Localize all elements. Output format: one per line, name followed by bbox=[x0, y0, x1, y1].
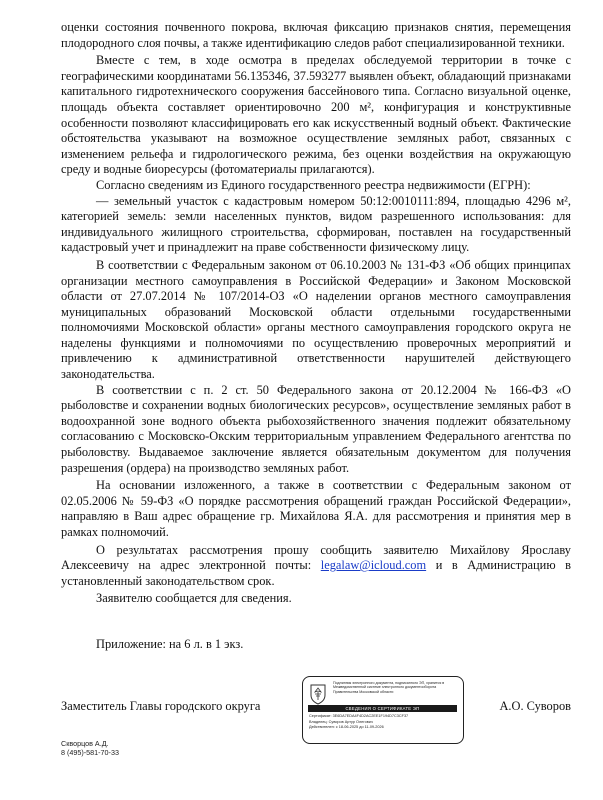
results-text-before: О результатах рассмотрения прошу сообщить заявителю Михайлову Ярославу Алексеевичу на адрес электронной почты: bbox=[61, 542, 571, 573]
executor-footer bbox=[61, 739, 119, 757]
stamp-certificate-number: Сертификат: 3E6DA7EDA4F4D2AC2EE1F194D7C3CF37 bbox=[309, 714, 409, 718]
paragraph-federal-law-166: В соответствии с п. 2 ст. 50 Федерального закона от 20.12.2004 № 166-ФЗ «О рыболовстве и сохранении водных биологических ресурсов», осуществление земляных работ в водоохранной зоне водного объекта рыбохозяйственного значения подлежит обязательному согласованию с Московско-Окским территориальным управлением Федерального агентства по рыболовству. Выдаваемое заключение является обязательным документом для получения разрешения (ордера) на производство земляных работ. bbox=[61, 382, 571, 475]
paragraph-soil-assessment: оценки состояния почвенного покрова, включая фиксацию признаков снятия, перемещения плодородного слоя почвы, а также идентификацию следов работ специализированной техники. bbox=[61, 20, 571, 50]
signatory-name: А.О. Суворов bbox=[499, 699, 571, 713]
signatory-title: Заместитель Главы городского округа bbox=[61, 699, 261, 713]
executor-phone: 8 (495)-581-70-33 bbox=[61, 748, 119, 757]
stamp-certificate-details bbox=[309, 714, 459, 731]
paragraph-federal-law-59: На основании изложенного, а также в соответствии с Федеральным законом от 02.05.2006 № 59-ФЗ «О порядке рассмотрения обращений граждан Российской Федерации», направляю в Ваш адрес обращение гр. Михайлова Я.А. для рассмотрения и принятия мер в рамках полномочий. bbox=[61, 478, 571, 539]
stamp-owner: Владелец: Суворов Артур Олегович bbox=[309, 719, 373, 724]
stamp-certificate-header: СВЕДЕНИЯ О СЕРТИФИКАТЕ ЭП bbox=[308, 705, 457, 712]
paragraph-federal-law-131: В соответствии с Федеральным законом от 06.10.2003 № 131-ФЗ «Об общих принципах организации местного самоуправления в Российской Федерации» и Законом Московской области от 27.07.2014 № 107/2014-ОЗ «О наделении органов местного самоуправления муниципальных образований Московской области отдельными государственными полномочиями Московской области» органы местного самоуправления городского округа не наделены функциями и полномочиями по осуществлению проверочных мероприятий и привлечению к административной ответственности нарушителей действующего законодательства. bbox=[61, 257, 571, 382]
paragraph-land-plot: — земельный участок с кадастровым номером 50:12:0010111:894, площадью 4296 м², категорией земель: земли населенных пунктов, видом разрешенного использования: для индивидуального жилищного строительства, сформирован, поставлен на государственный кадастровый учет и принадлежит на праве собственности физическому лицу. bbox=[61, 193, 571, 255]
results-text-after: и в Администрацию в установленный законодательством срок. bbox=[61, 558, 571, 588]
paragraph-applicant-notice: Заявителю сообщается для сведения. bbox=[96, 591, 292, 606]
stamp-validity: Действителен: с 18-06-2025 до 11-09-2026 bbox=[309, 725, 384, 730]
letter-body bbox=[61, 20, 571, 653]
attachment-line: Приложение: на 6 л. в 1 экз. bbox=[96, 636, 244, 651]
paragraph-inspection-object: Вместе с тем, в ходе осмотра в пределах обследуемой территории в точке с географическими координатами 56.135346, 37.593277 выявлен объект, обладающий признаками капитального гидротехнического сооружения бассейнового типа. Согласно визуальной оценке, площадь объекта составляет ориентировочно 200 м², конфигурация и конструктивные особенности позволяют классифицировать его как искусственный водный объект. Фактические обстоятельства указывают на возможное осуществление земляных работ, связанных с изменением рельефа и гидрологического режима, без оценки воздействия на окружающую среду и водные биоресурсы (фотоматериалы прилагаются). bbox=[61, 53, 571, 177]
paragraph-results-request bbox=[61, 543, 571, 590]
stamp-storage-note: Подлинник электронного документа, подписанного ЭП, хранится в Межведомственной системе электронного документооборота Правительства Московской области bbox=[333, 681, 445, 694]
signature-row bbox=[61, 699, 571, 715]
paragraph-egrn-intro: Согласно сведениям из Единого государственного реестра недвижимости (ЕГРН): bbox=[96, 177, 531, 192]
executor-name: Скворцов А.Д. bbox=[61, 739, 109, 748]
email-link[interactable]: legalaw@icloud.com bbox=[320, 558, 427, 573]
